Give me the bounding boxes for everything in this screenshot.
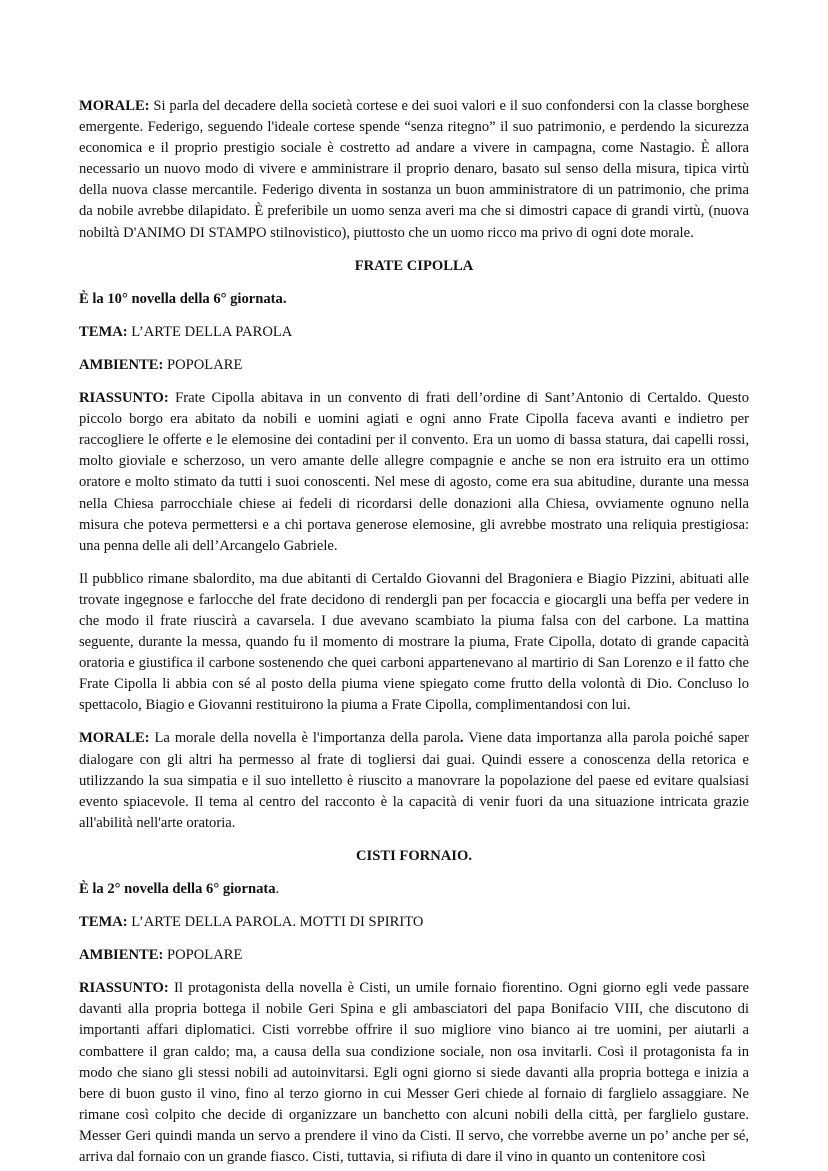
tema-value: L’ARTE DELLA PAROLA. MOTTI DI SPIRITO xyxy=(127,914,424,931)
section-title-cisti-fornaio: CISTI FORNAIO. xyxy=(356,847,472,864)
morale-federigo-paragraph xyxy=(79,96,749,244)
cipolla-tema-line xyxy=(79,322,749,343)
cipolla-riassunto-paragraph-2: Il pubblico rimane sbalordito, ma due abitanti di Certaldo Giovanni del Bragoniera e Biagio Pizzini, abituati alle trovate ingegnose e farlocche del frate decidono di rendergli pan per focaccia e giocargli una beffa per vedere in che modo il frate riuscirà a cavarsela. I due avevano scambiato la piuma falsa con del carbone. La mattina seguente, durante la messa, quando fu il momento di mostrare la piuma, Frate Cipolla, dotato di grande capacità oratoria e giustifica il carbone sostenendo che quei carboni appartenevano al martirio di San Lorenzo e il fatto che Frate Cipolla li abbia con sé al posto della piuma viene spiegato come frutto della volontà di Dio. Concluso lo spettacolo, Biagio e Giovanni restituirono la piuma a Frate Cipolla, complimentandosi con lui. xyxy=(79,570,749,714)
riassunto-text: Il protagonista della novella è Cisti, un umile fornaio fiorentino. Ogni giorno egli vede passare davanti alla propria bottega il nobile Geri Spina e gli ambasciatori del papa Bonifacio VIII, che discutono di importanti affari diplomatici. Cisti vorrebbe offrire il suo migliore vino bianco ai tre uomini, per aiutarli a combattere il gran caldo; ma, a causa della sua condizione sociale, non osa invitarli. Così il protagonista fa in modo che siano gli stessi nobili ad autoinvitarsi. Egli ogni giorno si siede davanti alla propria bottega e inizia a bere di buon gusto il vino, fino al terzo giorno in cui Messer Geri chiede al fornaio di farglielo assaggiare. Ne rimane così colpito che decide di organizzare un banchetto con alcuni nobili della città, per farglielo gustare. Messer Geri quindi manda un servo a prendere il vino da Cisti. Il servo, che vorrebbe averne un po’ anche per sé, arriva dal fornaio con un grande fiasco. Cisti, tuttavia, si rifiuta di dare il vino in quanto un contenitore così xyxy=(79,980,749,1166)
cisti-novella-period: . xyxy=(275,881,280,897)
cipolla-ambiente-line xyxy=(79,355,749,376)
tema-label: TEMA: xyxy=(79,914,128,931)
morale-text: Si parla del decadere della società cortese e dei suoi valori e il suo confondersi con la classe borghese emergente. Federigo, seguendo l'ideale cortese spende “senza ritegno” il suo patrimonio, e perdendo la sicurezza economica e il proprio prestigio sociale è costretto ad andare a vivere in campagna, come Nastagio. È allora necessario un nuovo modo di vivere e amministrare il proprio denaro, basato sul senso della misura, tipica virtù della nuova classe mercantile. Federigo diventa in sostanza un buon amministratore di un patrimonio, che prima da nobile avrebbe dilapidato. È preferibile un uomo senza averi ma che si dimostri capace di grandi virtù, (nuova nobiltà D'ANIMO DI STAMPO stilnovistico), piuttosto che un uomo ricco ma privo di ogni dote morale. xyxy=(79,98,749,241)
ambiente-label: AMBIENTE: xyxy=(79,947,164,964)
cisti-novella-line xyxy=(79,879,749,900)
cipolla-novella-line xyxy=(79,289,749,310)
morale-text-b: Viene data importanza alla parola poiché saper dialogare con gli altri ha permesso al frate di togliersi dai guai. Quindi essere a conoscenza della retorica e utilizzando la sua simpatia e il suo intelletto è riuscito a manovrare la popolazione del paese ed evitare qualsiasi evento spiacevole. Il tema al centro del racconto è la capacità di venir fuori da una situazione intricata grazie all'abilità nell'arte oratoria. xyxy=(79,730,749,831)
tema-label: TEMA: xyxy=(79,323,128,340)
morale-text-a: La morale della novella è l'importanza della parola xyxy=(149,730,460,747)
cipolla-novella-text: È la 10° novella della 6° giornata. xyxy=(79,290,287,307)
cisti-novella-text: È la 2° novella della 6° giornata xyxy=(79,881,276,897)
cipolla-morale-paragraph xyxy=(79,728,749,833)
section-title-frate-cipolla: FRATE CIPOLLA xyxy=(354,257,474,274)
riassunto-label: RIASSUNTO: xyxy=(79,390,169,407)
document-page xyxy=(79,96,749,1168)
cisti-tema-line xyxy=(79,912,749,933)
morale-label: MORALE: xyxy=(79,730,150,747)
cisti-riassunto-paragraph xyxy=(79,978,749,1168)
ambiente-label: AMBIENTE: xyxy=(79,356,164,373)
morale-bold-period: . xyxy=(459,730,464,747)
riassunto-label: RIASSUNTO: xyxy=(79,980,169,997)
cisti-ambiente-line xyxy=(79,945,749,966)
morale-label: MORALE: xyxy=(79,98,150,114)
ambiente-value: POPOLARE xyxy=(163,947,243,964)
ambiente-value: POPOLARE xyxy=(163,356,243,373)
tema-value: L’ARTE DELLA PAROLA xyxy=(127,323,293,340)
riassunto-text: Frate Cipolla abitava in un convento di frati dell’ordine di Sant’Antonio di Certaldo. Questo piccolo borgo era abitato da nobili e uomini agiati e ogni anno Frate Cipolla faceva avanti e indietro per raccogliere le offerte e le elemosine dei contadini per il convento. Era un uomo di bassa statura, dai capelli rossi, molto gioviale e scherzoso, un vero amante delle allegre compagnie e anche se non era istruito era un ottimo oratore e molto stimato da tutti i suoi conoscenti. Nel mese di agosto, come era sua abitudine, durante una messa nella Chiesa parrocchiale chiese ai fedeli di ricordarsi delle donazioni alla Chiesa, ovviamente ognuno nella misura che poteva permettersi e a chi portava generose elemosine, gli avrebbe mostrato una reliquia prestigiosa: una penna delle ali dell’Arcangelo Gabriele. xyxy=(79,390,749,554)
cipolla-riassunto-paragraph xyxy=(79,388,749,557)
